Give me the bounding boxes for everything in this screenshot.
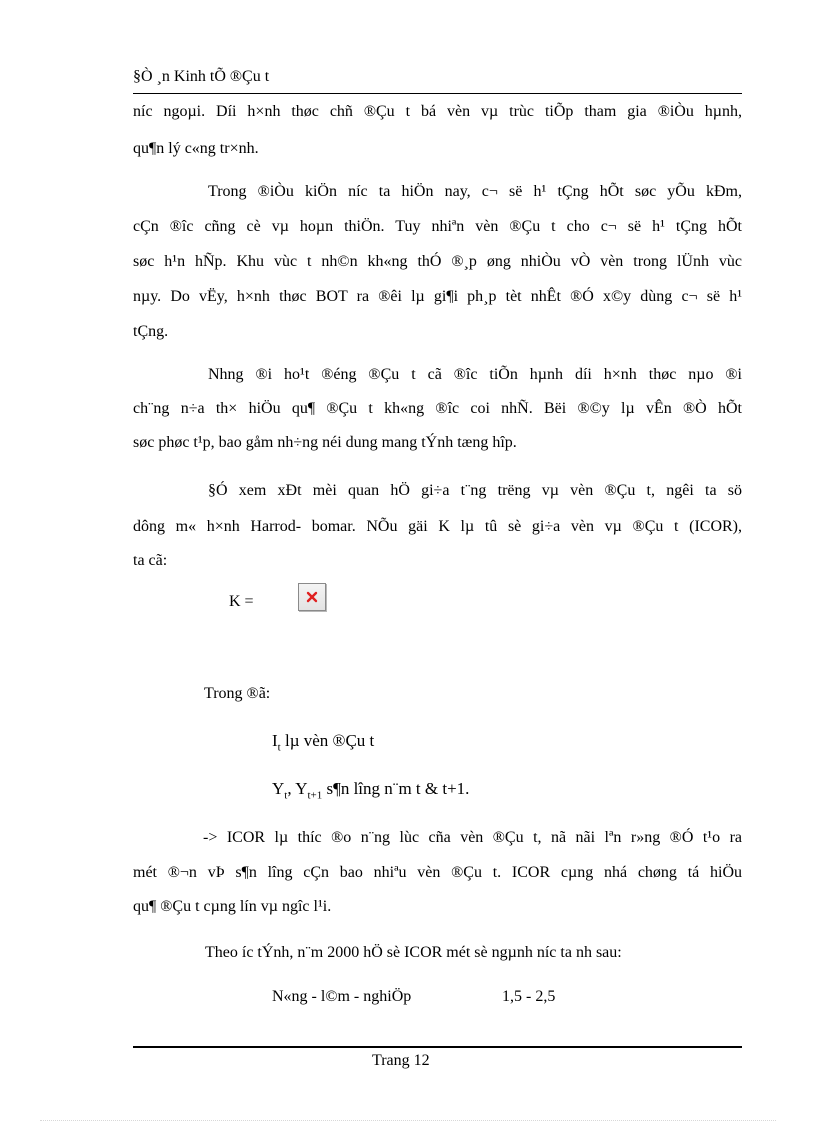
paragraph-2-line-3: søc h¹n hÑp. Khu vùc t nh©n kh«ng thÓ ®¸p øng nhiÒu vÒ vèn trong lÜnh vùc xyxy=(133,253,742,270)
paragraph-1-line-2: qu¶n lý c«ng tr×nh. xyxy=(133,140,259,157)
paragraph-2-line-5: tÇng. xyxy=(133,323,169,340)
paragraph-4-line-1: §Ó xem xÐt mèi quan hÖ gi÷a t¨ng trëng vµ vèn ®Çu t, ngêi ta sö xyxy=(208,482,742,499)
page-bottom-dotted-edge xyxy=(40,1120,776,1121)
paragraph-4-line-2: dông m« h×nh Harrod- bomar. NÕu gäi K lµ tû sè gi÷a vèn vµ ®Çu t (ICOR), xyxy=(133,518,742,535)
icor-table-row xyxy=(272,988,556,1006)
footer-rule xyxy=(133,1046,742,1048)
paragraph-6-line-2: mét ®¬n vÞ s¶n lîng cÇn bao nhiªu vèn ®Çu t. ICOR cµng nhá chøng tá hiÖu xyxy=(133,864,742,881)
paragraph-3-line-3: søc phøc t¹p, bao gåm nh÷ng néi dung mang tÝnh tæng hîp. xyxy=(133,434,517,451)
definition-I xyxy=(272,731,374,753)
paragraph-4-line-3: ta cã: xyxy=(133,552,168,569)
symbol-Y: Y xyxy=(272,779,285,798)
page-number: Trang 12 xyxy=(372,1052,430,1069)
subscript-t-plus-1: t+1 xyxy=(307,789,323,802)
paragraph-2-line-4: nµy. Do vËy, h×nh thøc BOT ra ®êi lµ gi¶i ph¸p tèt nhÊt ®Ó x©y dùng c¬ së h¹ xyxy=(133,288,742,305)
definition-Y-text: s¶n lîng n¨m t & t+1. xyxy=(322,779,470,798)
paragraph-1-line-1: níc ngoµi. Díi h×nh thøc chñ ®Çu t bá vèn vµ trùc tiÕp tham gia ®iÒu hµnh, xyxy=(133,103,742,120)
symbol-I: I xyxy=(272,731,278,750)
broken-image-icon xyxy=(305,590,319,604)
paragraph-3-line-2: ch¨ng n÷a th× hiÖu qu¶ ®Çu t kh«ng ®îc coi nhÑ. Bëi ®©y lµ vÊn ®Ò hÕt xyxy=(133,400,742,417)
icor-sector: N«ng - l©m - nghiÖp xyxy=(272,988,412,1005)
paragraph-2-line-2: cÇn ®îc cñng cè vµ hoµn thiÖn. Tuy nhiªn vèn ®Çu t cho c¬ së h¹ tÇng hÕt xyxy=(133,218,742,235)
header-rule xyxy=(133,93,742,94)
icor-value: 1,5 - 2,5 xyxy=(502,988,556,1005)
subscript-t: t xyxy=(284,789,288,802)
paragraph-3-line-1: Nhng ®i ho¹t ®éng ®Çu t cã ®îc tiÕn hµnh díi h×nh thøc nµo ®i xyxy=(208,366,742,383)
subscript-t: t xyxy=(277,741,281,754)
paragraph-6-line-1: -> ICOR lµ thíc ®o n¨ng lùc cña vèn ®Çu t, nã nãi lªn r»ng ®Ó t¹o ra xyxy=(203,829,742,846)
formula-label: K = xyxy=(229,593,254,610)
definition-Y xyxy=(272,779,469,801)
paragraph-5: Trong ®ã: xyxy=(204,685,271,702)
page-header-title: §Ò ¸n Kinh tÕ ®Çu t xyxy=(133,68,270,85)
symbol-Y-separator: , Y xyxy=(287,779,308,798)
paragraph-2-line-1: Trong ®iÒu kiÖn níc ta hiÖn nay, c¬ së h¹ tÇng hÕt søc yÕu kÐm, xyxy=(208,183,742,200)
definition-I-text: lµ vèn ®Çu t xyxy=(280,731,375,750)
broken-image-placeholder xyxy=(298,583,326,611)
paragraph-7: Theo íc tÝnh, n¨m 2000 hÖ sè ICOR mét sè ngµnh níc ta nh sau: xyxy=(205,944,622,961)
paragraph-6-line-3: qu¶ ®Çu t cµng lín vµ ngîc l¹i. xyxy=(133,898,332,915)
